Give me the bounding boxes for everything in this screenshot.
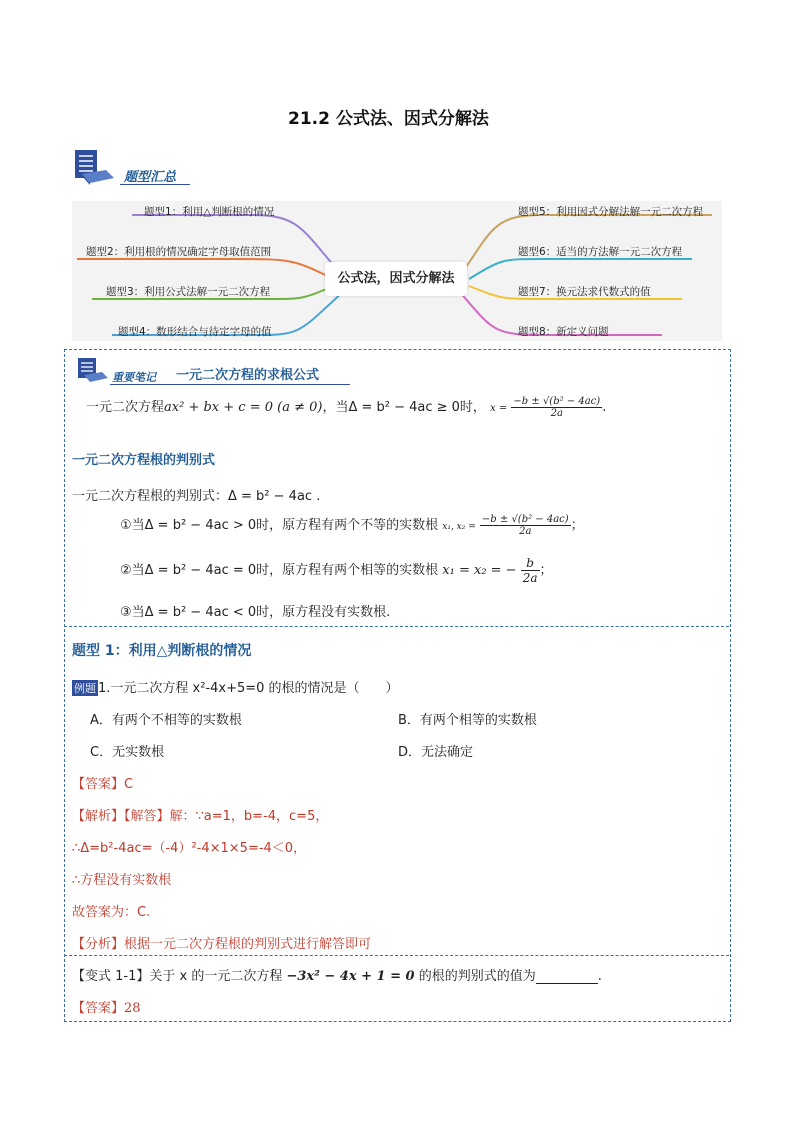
variant-question bbox=[72, 965, 602, 984]
case-3: ③当Δ = b² − 4ac < 0时，原方程没有实数根. bbox=[120, 605, 391, 620]
mindmap-center: 公式法，因式分解法 bbox=[325, 262, 467, 296]
fenxi-text: 根据一元二次方程根的判别式进行解答即可 bbox=[124, 937, 372, 952]
book-stack-icon bbox=[72, 148, 116, 186]
case-1-text: ①当Δ = b² − 4ac > 0时，原方程有两个不等的实数根 bbox=[120, 518, 439, 533]
notes-heading: 一元二次方程的求根公式 bbox=[176, 368, 320, 383]
notes-underline bbox=[110, 384, 350, 385]
example-question bbox=[72, 677, 399, 696]
analysis-line-3: ∴方程没有实数根 bbox=[72, 873, 172, 888]
answer-blank bbox=[536, 971, 598, 984]
case-1-numerator: −b ± √(b² − 4ac) bbox=[481, 514, 569, 525]
divider-2 bbox=[64, 955, 729, 956]
case-1-fraction bbox=[480, 514, 571, 537]
option-b: B．有两个相等的实数根 bbox=[398, 713, 537, 728]
variant-end: . bbox=[597, 969, 602, 984]
divider-1 bbox=[64, 626, 729, 627]
formula-prefix: 一元二次方程 bbox=[86, 400, 165, 415]
answer-label: 【答案】 bbox=[72, 777, 125, 792]
analysis-line-4: 故答案为：C. bbox=[72, 905, 151, 920]
variant-label: 【变式 1-1】 bbox=[72, 969, 150, 984]
formula-numerator: −b ± √(b² − 4ac) bbox=[513, 396, 601, 407]
case-2-x: x₁ = x₂ = − bbox=[442, 563, 517, 578]
answer bbox=[72, 773, 133, 792]
section-underline bbox=[120, 184, 190, 185]
variant-answer-value: 28 bbox=[124, 1001, 141, 1016]
variant-answer bbox=[72, 997, 141, 1016]
mindmap-left-3: 题型3：利用公式法解一元二次方程 bbox=[106, 286, 271, 298]
option-c: C．无实数根 bbox=[90, 745, 165, 760]
case-2-end: ； bbox=[539, 563, 553, 578]
variant-text-before: 关于 x 的一元二次方程 bbox=[149, 969, 283, 984]
formula-denominator: 2a bbox=[550, 408, 563, 419]
discriminant-heading: 一元二次方程根的判别式 bbox=[72, 453, 216, 468]
formula-fraction bbox=[511, 396, 602, 419]
case-1-end: ； bbox=[570, 518, 584, 533]
notes-book-icon bbox=[76, 356, 110, 384]
fenxi bbox=[72, 933, 371, 952]
mindmap-right-1: 题型5：利用因式分解法解一元二次方程 bbox=[518, 206, 704, 218]
page-title: 21.2 公式法、因式分解法 bbox=[288, 109, 489, 129]
case-2-numerator: b bbox=[521, 556, 540, 571]
mindmap-right-3: 题型7：换元法求代数式的值 bbox=[518, 286, 651, 298]
mindmap-left-4: 题型4：数形结合与待定字母的值 bbox=[118, 326, 272, 338]
analysis bbox=[72, 805, 328, 824]
notes-badge: 重要笔记 bbox=[112, 371, 156, 384]
mindmap-left-2: 题型2：利用根的情况确定字母取值范围 bbox=[86, 246, 272, 258]
mindmap-right-2: 题型6：适当的方法解一元二次方程 bbox=[518, 246, 683, 258]
case-1-denominator: 2a bbox=[519, 526, 532, 537]
formula-equation: ax² + bx + c = 0 (a ≠ 0) bbox=[164, 400, 323, 415]
formula-condition: ，当Δ = b² − 4ac ≥ 0时， bbox=[322, 400, 486, 415]
option-d: D．无法确定 bbox=[398, 745, 474, 760]
variant-answer-label: 【答案】 bbox=[72, 1001, 125, 1016]
example-question-text: 1.一元二次方程 x²-4x+5=0 的根的情况是（ ） bbox=[98, 681, 399, 696]
option-a: A．有两个不相等的实数根 bbox=[90, 713, 242, 728]
root-formula bbox=[86, 396, 606, 419]
fenxi-label: 【分析】 bbox=[72, 937, 125, 952]
variant-equation: −3x² − 4x + 1 = 0 bbox=[286, 969, 415, 984]
mindmap-left-1: 题型1：利用△判断根的情况 bbox=[144, 206, 275, 218]
answer-value: C bbox=[124, 777, 134, 792]
type1-heading: 题型 1：利用△判断根的情况 bbox=[72, 643, 252, 659]
case-2-denominator: 2a bbox=[522, 571, 538, 585]
analysis-label: 【解析】【解答】 bbox=[72, 809, 170, 824]
case-2-text: ②当Δ = b² − 4ac = 0时，原方程有两个相等的实数根 bbox=[120, 563, 439, 578]
case-2 bbox=[120, 556, 553, 585]
case-1-x: x₁, x₂ = bbox=[442, 522, 476, 532]
formula-x: x = bbox=[490, 403, 508, 414]
variant-text-after: 的根的判别式的值为 bbox=[418, 969, 536, 984]
case-2-fraction bbox=[521, 556, 540, 585]
discriminant-line: 一元二次方程根的判别式：Δ = b² − 4ac . bbox=[72, 489, 321, 504]
section-header: 题型汇总 bbox=[124, 170, 177, 185]
formula-end: . bbox=[602, 400, 607, 415]
analysis-line-2: ∴Δ=b²-4ac=（-4）²-4×1×5=-4＜0， bbox=[72, 841, 307, 856]
case-1 bbox=[120, 514, 584, 537]
mindmap-right-4: 题型8：新定义问题 bbox=[518, 326, 609, 338]
analysis-line-1: 解：∵a=1，b=-4，c=5， bbox=[169, 809, 329, 824]
example-badge: 例题 bbox=[74, 682, 96, 695]
